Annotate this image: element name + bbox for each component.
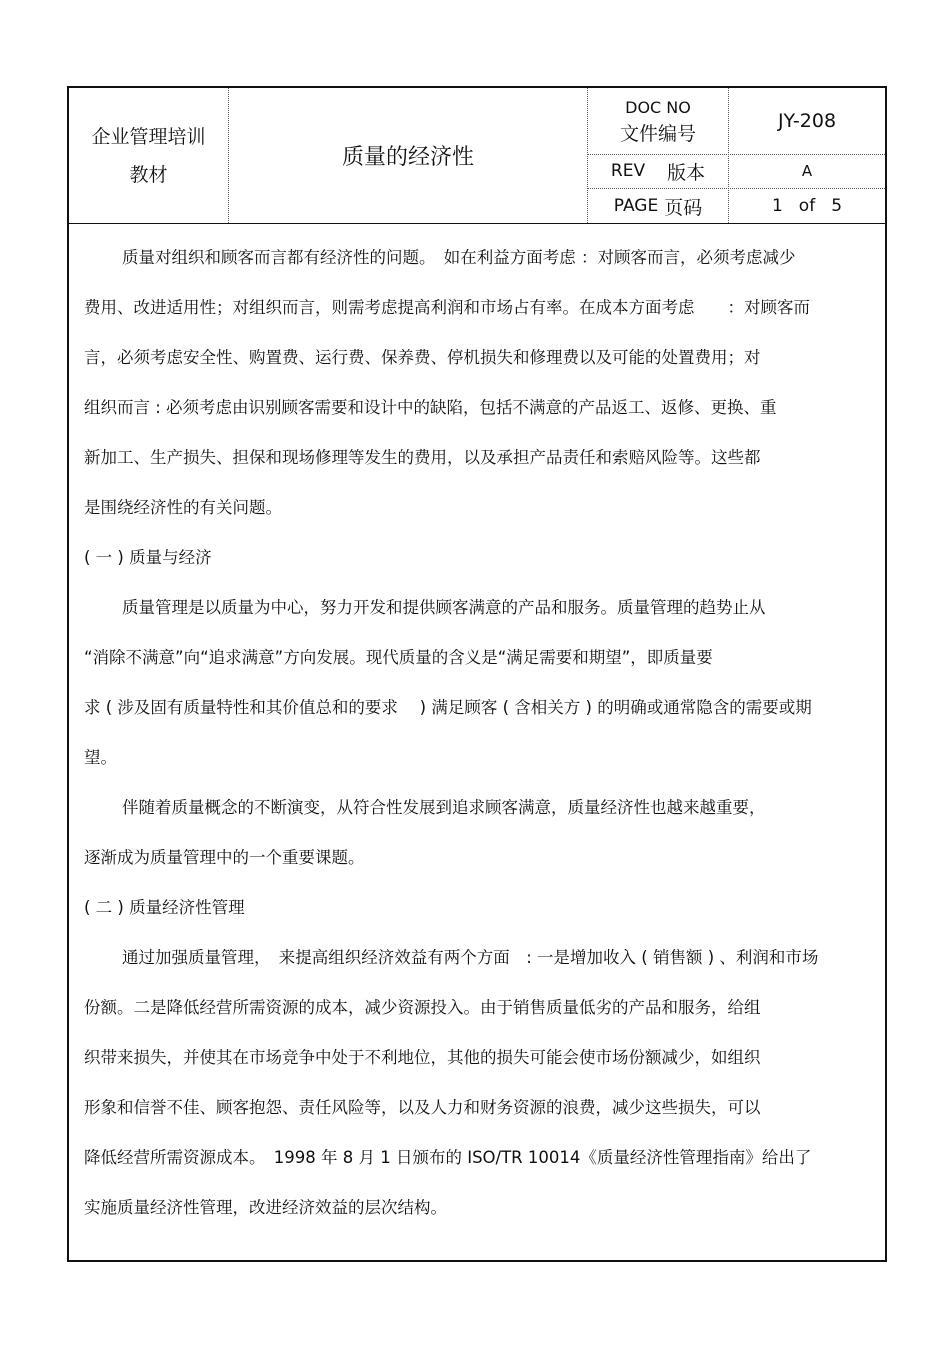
company-name-line-2: 教材 xyxy=(129,163,168,186)
body-text-line: 组织而言 : 必须考虑由识别顾客需要和设计中的缺陷，包括不满意的产品返工、返修、更换、重 xyxy=(84,398,777,417)
body-text-line: 求 ( 涉及固有质量特性和其价值总和的要求 ) 满足顾客 ( 含相关方 ) 的明确或通常隐含的需要或期 xyxy=(84,698,812,717)
body-text-line: 质量管理是以质量为中心，努力开发和提供顾客满意的产品和服务。质量管理的趋势止从 xyxy=(122,598,766,617)
body-text-line: “消除不满意”向“追求满意”方向发展。现代质量的含义是“满足需要和期望”，即质量要 xyxy=(84,648,713,667)
page-of: of xyxy=(798,196,816,216)
page-label-zh: 页码 xyxy=(664,196,703,219)
page-value xyxy=(729,189,885,223)
doc-no-label-zh: 文件编号 xyxy=(619,123,696,145)
company-name-line-1: 企业管理培训 xyxy=(91,125,206,148)
document-body xyxy=(84,233,874,1233)
section-heading: ( 一 ) 质量与经济 xyxy=(84,548,212,567)
document-header-table xyxy=(69,88,885,224)
body-text-line: 逐渐成为质量管理中的一个重要课题。 xyxy=(84,848,365,867)
body-text-line: 费用、改进适用性；对组织而言，则需考虑提高利润和市场占有率。在成本方面考虑 ：对顾客而 xyxy=(84,298,810,317)
body-text-line: 是围绕经济性的有关问题。 xyxy=(84,498,282,517)
revision-value: A xyxy=(801,162,813,180)
body-text-line: 言，必须考虑安全性、购置费、运行费、保养费、停机损失和修理费以及可能的处置费用；对 xyxy=(84,348,761,367)
body-text-line: 形象和信誉不佳、顾客抱怨、责任风险等，以及人力和财务资源的浪费，减少这些损失，可以 xyxy=(84,1098,761,1117)
body-text-line: 实施质量经济性管理，改进经济效益的层次结构。 xyxy=(84,1198,447,1217)
page-label-en: PAGE xyxy=(613,196,659,216)
revision-label-zh: 版本 xyxy=(667,161,706,184)
body-text-line: 织带来损失，并使其在市场竞争中处于不利地位，其他的损失可能会使市场份额减少，如组织 xyxy=(84,1048,761,1067)
revision-label-en: REV xyxy=(610,161,646,181)
body-text-line: 质量对组织和顾客而言都有经济性的问题。 如在利益方面考虑 ：对顾客而言，必须考虑减少 xyxy=(122,248,796,267)
document-frame xyxy=(67,86,887,1262)
body-text-line: 望。 xyxy=(84,748,117,767)
page-current: 1 xyxy=(771,196,783,216)
revision-label xyxy=(588,155,728,187)
company-cell xyxy=(69,88,228,223)
body-text-line: 降低经营所需资源成本。 1998 年 8 月 1 日颁布的 ISO/TR 10014《质量经济性管理指南》给出了 xyxy=(84,1148,812,1167)
doc-no-label-en: DOC NO xyxy=(625,98,691,117)
document-title: 质量的经济性 xyxy=(341,145,474,170)
body-text-line: 新加工、生产损失、担保和现场修理等发生的费用，以及承担产品责任和索赔风险等。这些都 xyxy=(84,448,761,467)
body-text-line: 伴随着质量概念的不断演变，从符合性发展到追求顾客满意，质量经济性也越来越重要， xyxy=(122,798,766,817)
doc-no-label xyxy=(588,88,728,154)
body-text-line: 通过加强质量管理， 来提高组织经济效益有两个方面 : 一是增加收入 ( 销售额 ) 、利润和市场 xyxy=(122,948,819,967)
doc-no-value: JY-208 xyxy=(777,110,837,132)
body-text-line: 份额。二是降低经营所需资源的成本，减少资源投入。由于销售质量低劣的产品和服务，给组 xyxy=(84,998,761,1017)
page-label xyxy=(588,189,728,223)
page-total: 5 xyxy=(831,196,843,216)
section-heading: ( 二 ) 质量经济性管理 xyxy=(84,898,245,917)
